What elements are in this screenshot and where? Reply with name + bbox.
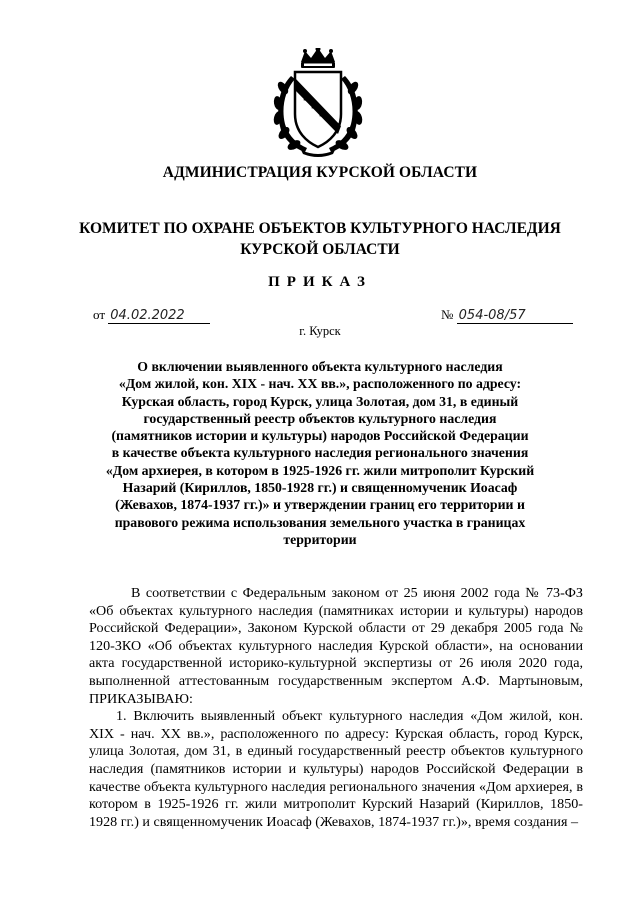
committee-title [0, 218, 640, 260]
order-body [89, 585, 583, 831]
subject-line: государственный реестр объектов культурного наследия [143, 410, 497, 426]
number-value: 054-08/57 [457, 308, 573, 324]
preamble-paragraph: В соответствии с Федеральным законом от 25 июня 2002 года № 73-ФЗ «Об объектах культурного наследия (памятниках истории и культуры) народов Российской Федерации», Законом Курской области от 29 декабря 2005 года № 120-ЗКО «Об объектах культурного наследия Курской области», на основании акта государственной историко-культурной экспертизы от 26 июля 2020 года, выполненной аттестованным государственным экспертом А.Ф. Мартыновым, ПРИКАЗЫВАЮ: [89, 585, 583, 707]
subject-line: «Дом жилой, кон. XIX - нач. XX вв.», расположенного по адресу: [118, 376, 522, 392]
order-date [93, 307, 210, 324]
subject-line: в качестве объекта культурного наследия регионального значения [111, 445, 529, 461]
item-1-paragraph: 1. Включить выявленный объект культурного наследия «Дом жилой, кон. XIX - нач. XX вв.», расположенного по адресу: Курская область, город Курск, улица Золотая, дом 31, в единый государственный реестр объектов культурного наследия (памятников истории и культуры) народов Российской Федерации в качестве объекта культурного наследия регионального значения «Дом архиерея, в котором в 1925-1926 гг. жили митрополит Курский Назарий (Кириллов, 1850-1928 гг.) и священномученик Иоасаф (Жевахов, 1874-1937 гг.)», время создания – [89, 708, 583, 830]
committee-title-line-2: КУРСКОЙ ОБЛАСТИ [240, 241, 400, 258]
subject-line: Назарий (Кириллов, 1850-1928 гг.) и священномученик Иоасаф [122, 480, 518, 496]
order-title: ПРИКАЗ [268, 274, 372, 290]
kursk-coat-of-arms-icon [271, 48, 365, 158]
subject-line: (Жевахов, 1874-1937 гг.)» и утверждении границ его территории и [115, 497, 525, 513]
committee-title-line-1: КОМИТЕТ ПО ОХРАНЕ ОБЪЕКТОВ КУЛЬТУРНОГО НАСЛЕДИЯ [79, 220, 561, 237]
subject-line: территории [283, 531, 357, 547]
order-number [441, 307, 573, 324]
subject-line: «Дом архиерея, в котором в 1925-1926 гг. жили митрополит Курский [105, 462, 535, 478]
date-prefix: от [93, 307, 106, 322]
order-subject [88, 358, 552, 548]
date-value: 04.02.2022 [108, 308, 210, 324]
subject-line: правового режима использования земельного участка в границах [114, 514, 526, 530]
number-prefix: № [441, 307, 454, 322]
city-label: г. Курск [299, 324, 341, 338]
subject-line: О включении выявленного объекта культурного наследия [137, 359, 503, 374]
administration-title: АДМИНИСТРАЦИЯ КУРСКОЙ ОБЛАСТИ [162, 164, 478, 181]
subject-line: (памятников истории и культуры) народов Российской Федерации [111, 428, 529, 444]
subject-line: Курская область, город Курск, улица Золотая, дом 31, в единый [121, 393, 519, 409]
